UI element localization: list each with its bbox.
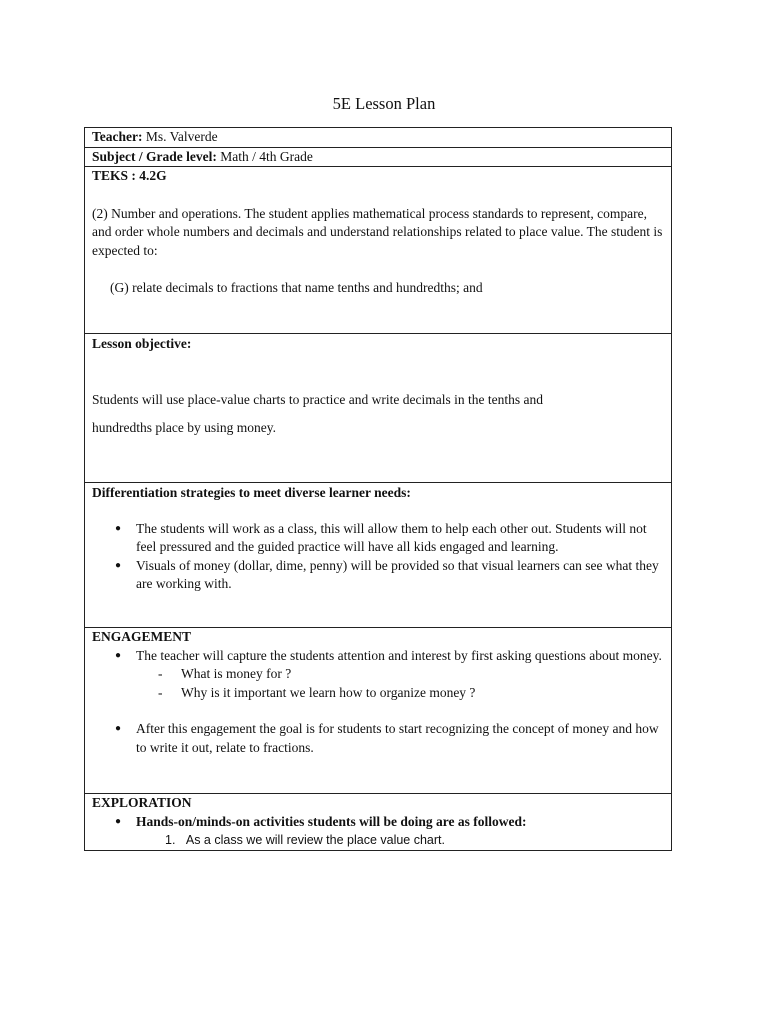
differentiation-label: Differentiation strategies to meet diverse learner needs: <box>92 485 411 500</box>
teks-label: TEKS : 4.2G <box>92 168 167 183</box>
exploration-row <box>85 794 672 851</box>
engagement-row <box>85 628 672 794</box>
engagement-questions <box>92 665 664 702</box>
teks-row <box>85 167 672 334</box>
page-title: 5E Lesson Plan <box>332 94 436 113</box>
teacher-value: Ms. Valverde <box>142 129 218 144</box>
lesson-plan-table <box>84 127 672 851</box>
engagement-item: ● The teacher will capture the students attention and interest by first asking questions about money. - What is money for ? - Why is it important we learn how to organize money ? <box>92 647 664 703</box>
differentiation-item: ● The students will work as a class, this will allow them to help each other out. Students will not feel pressured and the guided practice will have all kids engaged and learning. <box>92 520 664 557</box>
objective-line-1: Students will use place-value charts to practice and write decimals in the tenths and <box>92 391 543 407</box>
teks-standard: (2) Number and operations. The student applies mathematical process standards to represent, compare, and order whole numbers and decimals and understand relationships related to place value. The student is expected to: <box>92 205 663 258</box>
exploration-item: ● Hands-on/minds-on activities students will be doing are as followed: <box>92 813 664 832</box>
objective-label: Lesson objective: <box>92 336 192 351</box>
exploration-label: EXPLORATION <box>92 795 192 810</box>
teacher-row <box>85 128 672 148</box>
engagement-label: ENGAGEMENT <box>92 629 192 644</box>
teacher-label: Teacher: <box>92 129 143 144</box>
exploration-step: 1. As a class we will review the place value chart. <box>165 833 445 847</box>
objective-row <box>85 334 672 483</box>
objective-line-2: hundredths place by using money. <box>92 420 276 435</box>
differentiation-list <box>92 520 664 594</box>
differentiation-item: ● Visuals of money (dollar, dime, penny) will be provided so that visual learners can see what they are working with. <box>92 557 664 594</box>
question-item: - Why is it important we learn how to organize money ? <box>92 684 664 703</box>
subject-row <box>85 147 672 167</box>
teks-item: (G) relate decimals to fractions that name tenths and hundredths; and <box>110 280 483 295</box>
subject-value: Math / 4th Grade <box>216 148 313 164</box>
engagement-list <box>92 647 664 703</box>
question-item: - What is money for ? <box>92 665 664 684</box>
engagement-item: ● After this engagement the goal is for students to start recognizing the concept of money and how to write it out, relate to fractions. <box>92 720 664 757</box>
differentiation-row <box>85 483 672 628</box>
subject-label: Subject / Grade level: <box>92 148 217 164</box>
